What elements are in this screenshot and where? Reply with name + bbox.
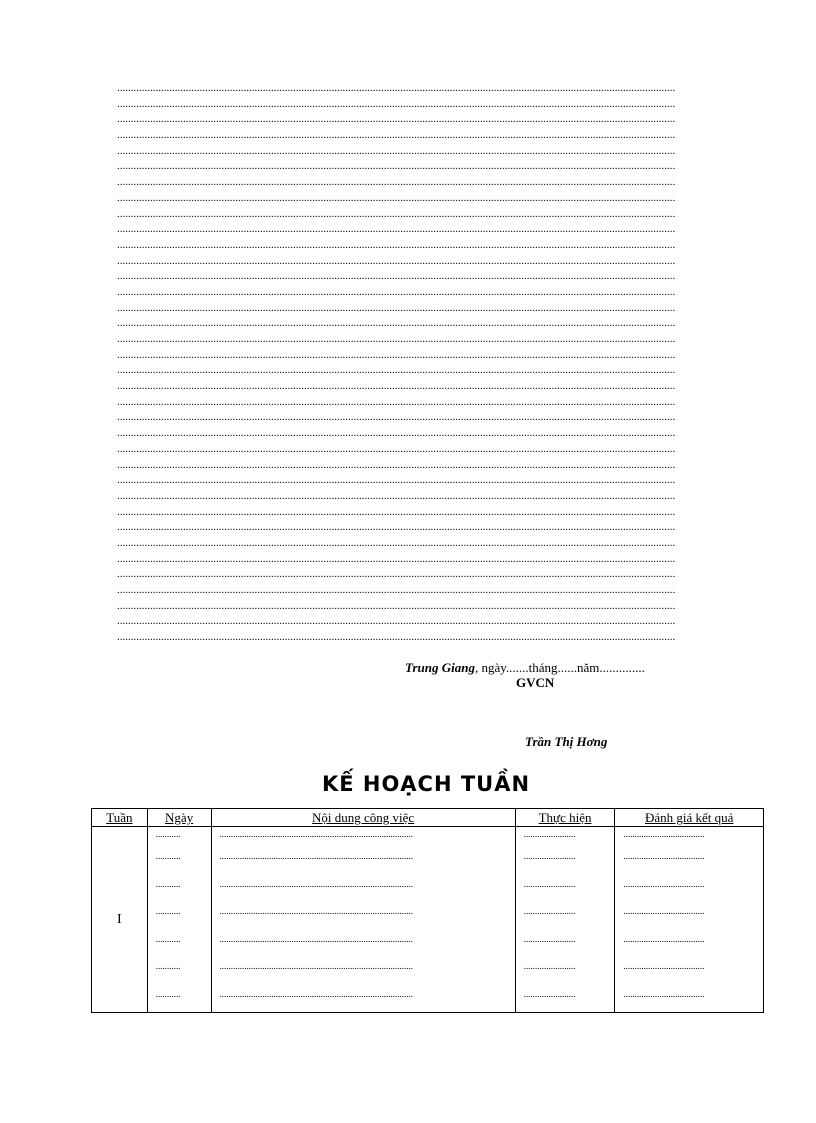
cell-dotted-line: .......................: [523, 878, 576, 889]
dotted-line: ...........................................................................................................................................................................................................: [117, 505, 676, 518]
cell-dotted-line: ......................................................................................: [219, 961, 414, 971]
dotted-line: ...........................................................................................................................................................................................................: [117, 333, 676, 345]
signer-role: GVCN: [516, 675, 555, 690]
dotted-line: ...........................................................................................................................................................................................................: [117, 144, 676, 157]
cell-dotted-line: ......................................................................................: [219, 878, 414, 889]
place-name: Trung Giang: [405, 660, 475, 675]
cell-dotted-line: ....................................: [623, 878, 705, 889]
dotted-line: ...........................................................................................................................................................................................................: [117, 395, 676, 408]
dotted-line: ...........................................................................................................................................................................................................: [117, 285, 676, 298]
cell-dotted-line: ......................................................................................: [219, 851, 414, 861]
dotted-line: ...........................................................................................................................................................................................................: [117, 207, 676, 220]
cell-dotted-line: ....................................: [623, 829, 705, 839]
dotted-line: ...........................................................................................................................................................................................................: [117, 301, 676, 314]
ngay-cell: [147, 827, 211, 1013]
cell-dotted-line: .......................: [523, 988, 576, 999]
dotted-line: ...........................................................................................................................................................................................................: [117, 223, 676, 236]
cell-dotted-line: .......................: [523, 851, 576, 861]
dotted-line: ...........................................................................................................................................................................................................: [117, 176, 676, 189]
dotted-line: ...........................................................................................................................................................................................................: [117, 489, 676, 502]
cell-dotted-line: ....................................: [623, 988, 705, 999]
dotted-line: ...........................................................................................................................................................................................................: [117, 129, 676, 142]
dotted-line: ...........................................................................................................................................................................................................: [117, 442, 676, 455]
dotted-line: ...........................................................................................................................................................................................................: [117, 380, 676, 393]
table-header-row: [92, 809, 764, 827]
cell-dotted-line: .......................: [523, 933, 576, 944]
cell-dotted-line: .......................: [523, 829, 576, 839]
dotted-line: ...........................................................................................................................................................................................................: [117, 474, 676, 487]
dotted-line: ...........................................................................................................................................................................................................: [117, 568, 676, 581]
cell-dotted-line: .......................: [523, 961, 576, 971]
header-thuc-hien: Thực hiện: [515, 809, 615, 827]
dotted-line: ...........................................................................................................................................................................................................: [117, 631, 676, 644]
cell-dotted-line: ...........: [155, 829, 181, 839]
dotted-line: ...........................................................................................................................................................................................................: [117, 254, 676, 267]
dotted-line: ...........................................................................................................................................................................................................: [117, 364, 676, 377]
dotted-line: ...........................................................................................................................................................................................................: [117, 270, 676, 283]
notes-dotted-lines: [117, 81, 719, 646]
plan-title: KẾ HOẠCH TUẦN: [321, 772, 531, 796]
danh-gia-cell: [615, 827, 764, 1013]
cell-dotted-line: .......................: [523, 906, 576, 916]
dotted-line: ...........................................................................................................................................................................................................: [117, 348, 676, 361]
cell-dotted-line: ...........: [155, 933, 181, 944]
dotted-line: ...........................................................................................................................................................................................................: [117, 552, 676, 565]
cell-dotted-line: ......................................................................................: [219, 988, 414, 999]
dotted-line: ...........................................................................................................................................................................................................: [117, 615, 676, 628]
header-danh-gia: Đánh giá kết quả: [615, 809, 764, 827]
cell-dotted-line: ...........: [155, 988, 181, 999]
cell-dotted-line: ......................................................................................: [219, 829, 414, 839]
date-blank: , ngày.......tháng......năm..............: [474, 660, 645, 675]
dotted-line: ...........................................................................................................................................................................................................: [117, 82, 676, 94]
cell-dotted-line: ...........: [155, 878, 181, 889]
date-line: [405, 660, 645, 676]
dotted-line: ...........................................................................................................................................................................................................: [117, 411, 676, 424]
weekly-plan-table: [91, 808, 764, 1013]
dotted-line: ...........................................................................................................................................................................................................: [117, 160, 676, 173]
dotted-line: ...........................................................................................................................................................................................................: [117, 536, 676, 549]
cell-dotted-line: ......................................................................................: [219, 933, 414, 944]
dotted-line: ...........................................................................................................................................................................................................: [117, 521, 676, 534]
dotted-line: ...........................................................................................................................................................................................................: [117, 238, 676, 251]
cell-dotted-line: ....................................: [623, 906, 705, 916]
dotted-line: ...........................................................................................................................................................................................................: [117, 191, 676, 204]
week-number: I: [92, 827, 148, 1013]
cell-dotted-line: ....................................: [623, 933, 705, 944]
header-noi-dung: Nội dung công việc: [211, 809, 515, 827]
cell-dotted-line: ...........: [155, 961, 181, 971]
noi-dung-cell: [211, 827, 515, 1013]
signer-name: Trần Thị Hơng: [525, 734, 608, 749]
cell-dotted-line: ....................................: [623, 961, 705, 971]
thuc-hien-cell: [515, 827, 615, 1013]
header-tuan: Tuần: [92, 809, 148, 827]
cell-dotted-line: ....................................: [623, 851, 705, 861]
dotted-line: ...........................................................................................................................................................................................................: [117, 317, 676, 330]
dotted-line: ...........................................................................................................................................................................................................: [117, 113, 676, 126]
dotted-line: ...........................................................................................................................................................................................................: [117, 97, 676, 110]
dotted-line: ...........................................................................................................................................................................................................: [117, 599, 676, 612]
cell-dotted-line: ...........: [155, 906, 181, 916]
cell-dotted-line: ......................................................................................: [219, 906, 414, 916]
dotted-line: ...........................................................................................................................................................................................................: [117, 427, 676, 440]
dotted-line: ...........................................................................................................................................................................................................: [117, 458, 676, 471]
table-row: [92, 827, 764, 1013]
header-ngay: Ngày: [147, 809, 211, 827]
cell-dotted-line: ...........: [155, 851, 181, 861]
dotted-line: ...........................................................................................................................................................................................................: [117, 584, 676, 596]
